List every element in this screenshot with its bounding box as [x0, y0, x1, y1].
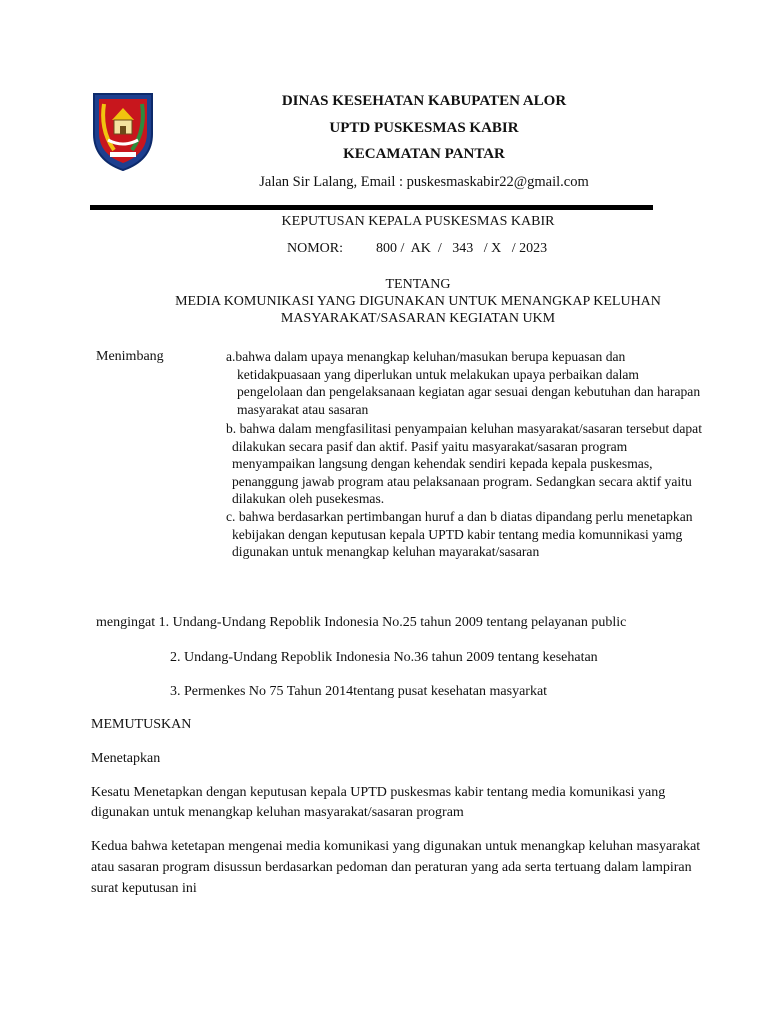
- agency-name: DINAS KESEHATAN KABUPATEN ALOR: [281, 93, 567, 109]
- mengingat-item-2: 2. Undang-Undang Repoblik Indonesia No.36 tahun 2009 tentang kesehatan: [170, 650, 598, 665]
- memutuskan-heading: MEMUTUSKAN: [91, 717, 192, 732]
- point-b-line: dilakukan secara pasif dan aktif. Pasif yaitu masyarakat/sasaran program: [232, 438, 628, 454]
- kesatu-line: digunakan untuk menangkap keluhan masyarakat/sasaran program: [91, 805, 464, 820]
- decree-number-value: 800 / AK / 343 / X / 2023: [376, 241, 548, 256]
- point-b-line: penanggung jawab program atau pelaksanaan program. Sedangkan secara aktif yaitu: [232, 473, 692, 489]
- point-b-line: menyampaikan langsung dengan kehendak sendiri kepada kepala puskesmas,: [232, 456, 653, 471]
- point-b-line: b. bahwa dalam mengfasilitasi penyampaian keluhan masyarakat/sasaran tersebut dapat: [226, 421, 702, 436]
- point-c-line: digunakan untuk menangkap keluhan mayarakat/sasaran: [232, 544, 540, 559]
- decree-number-label: NOMOR:: [287, 241, 344, 256]
- point-a-line: ketidakpuasaan yang diperlukan untuk melakukan upaya perbaikan dalam: [237, 366, 640, 382]
- kedua-line: Kedua bahwa ketetapan mengenai media komunikasi yang digunakan untuk menangkap keluhan masyarakat: [91, 839, 701, 854]
- district-name: KECAMATAN PANTAR: [343, 146, 505, 162]
- menimbang-point-c: [226, 508, 757, 561]
- point-a-line: pengelolaan dan pengelaksanaan kegiatan agar sesuai dengan kebutuhan dan harapan: [237, 384, 701, 399]
- point-c-line: c. bahwa berdasarkan pertimbangan huruf a dan b diatas dipandang perlu menetapkan: [226, 509, 693, 524]
- kedua-paragraph: [91, 836, 700, 899]
- point-c-line: kebijakan dengan keputusan kepala UPTD kabir tentang media komunnikasi yamg: [232, 526, 683, 542]
- menimbang-point-b: [226, 420, 757, 508]
- point-b-line: dilakukan oleh pusekesmas.: [232, 491, 385, 506]
- kedua-line: surat keputusan ini: [91, 881, 197, 896]
- address-line: Jalan Sir Lalang, Email : puskesmaskabir22@gmail.com: [259, 174, 589, 190]
- kedua-line: atau sasaran program disussun berdasarkan pedoman dan peraturan yang ada serta tertuang dalam lampiran: [91, 860, 692, 875]
- menetapkan-label: Menetapkan: [91, 751, 161, 766]
- kesatu-line: Kesatu Menetapkan dengan keputusan kepala UPTD puskesmas kabir tentang media komunikasi yang: [91, 785, 666, 800]
- subject-line-1: MEDIA KOMUNIKASI YANG DIGUNAKAN UNTUK MENANGKAP KELUHAN: [175, 294, 661, 309]
- about-label: TENTANG: [385, 277, 451, 292]
- kesatu-paragraph: [91, 783, 665, 823]
- menimbang-label: Menimbang: [96, 349, 164, 364]
- mengingat-item-3: 3. Permenkes No 75 Tahun 2014tentang pusat kesehatan masyarkat: [170, 684, 548, 699]
- point-a-line: a.bahwa dalam upaya menangkap keluhan/masukan berupa kepuasan dan: [226, 349, 626, 364]
- decree-title: KEPUTUSAN KEPALA PUSKESMAS KABIR: [281, 214, 555, 229]
- mengingat-item-1: mengingat 1. Undang-Undang Repoblik Indonesia No.25 tahun 2009 tentang pelayanan public: [96, 615, 627, 630]
- header-divider: [90, 205, 653, 210]
- subject-line-2: MASYARAKAT/SASARAN KEGIATAN UKM: [280, 311, 556, 326]
- unit-name: UPTD PUSKESMAS KABIR: [329, 120, 519, 136]
- point-a-line: masyarakat atau sasaran: [237, 401, 369, 417]
- menimbang-point-a: [226, 348, 757, 418]
